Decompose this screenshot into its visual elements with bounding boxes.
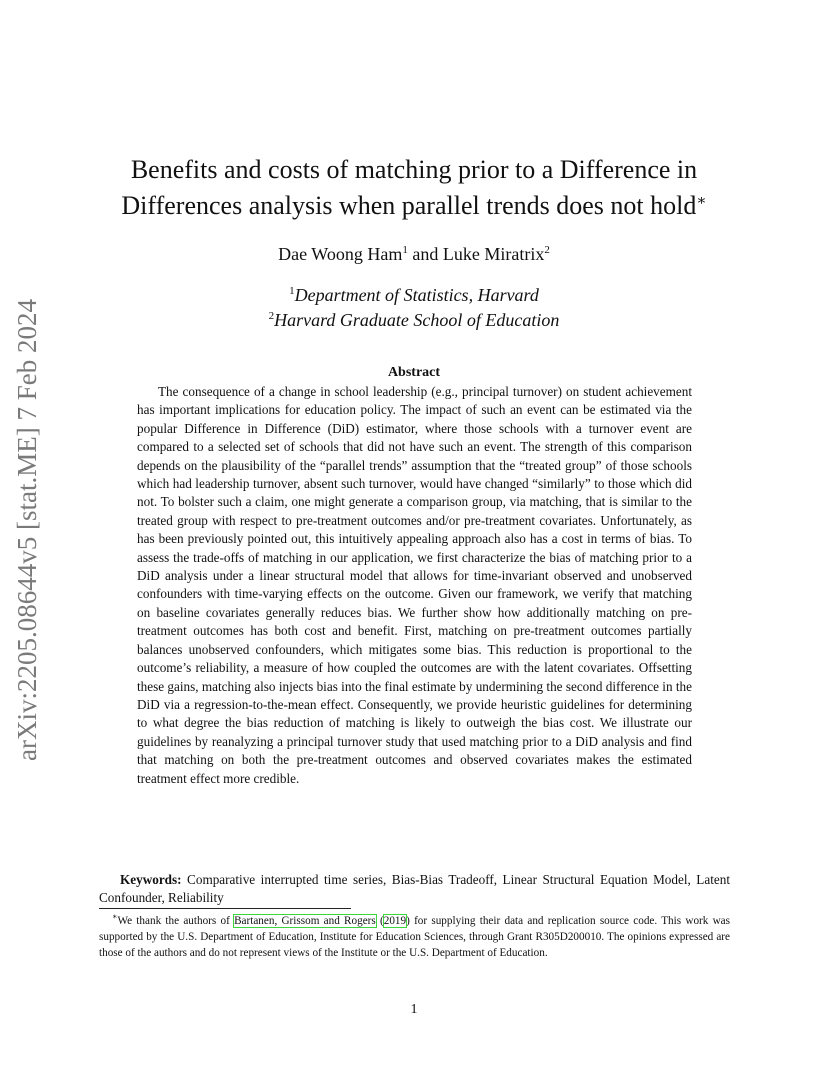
affiliation: [60, 283, 768, 307]
citation-link-year[interactable]: 2019: [383, 915, 407, 927]
footnote: [99, 913, 730, 961]
footnote-text-end: ) for supplying their data and replication source code. This work was supported by the U.S. Department of Education, Institute for Education Sciences, through Grant R305D200010. The opinions expressed are those of the authors and do not represent views of the Institute or the U.S. Department of Education.: [99, 915, 730, 959]
affiliation-mark: 2: [268, 310, 275, 322]
author-name: Dae Woong Ham: [278, 244, 403, 264]
affiliation-name: Department of Statistics, Harvard: [294, 285, 539, 305]
footnote-text-start: We thank the authors of: [117, 915, 235, 927]
title-footnote-mark: ∗: [696, 193, 707, 209]
footnote-divider: [99, 908, 351, 909]
keywords: [99, 871, 730, 908]
page-number: 1: [410, 1002, 418, 1017]
author-affiliation-mark: 1: [402, 244, 408, 256]
paper-title-line-2-text: Differences analysis when parallel trends does not hold: [121, 191, 697, 220]
arxiv-identifier-stamp: arXiv:2205.08644v5 [stat.ME] 7 Feb 2024: [12, 299, 42, 761]
citation-link-authors[interactable]: Bartanen, Grissom and Rogers: [234, 915, 376, 927]
author-list: [60, 242, 768, 266]
paper-title: [60, 152, 768, 224]
keywords-text: Comparative interrupted time series, Bias-Bias Tradeoff, Linear Structural Equation Model, Latent Confounder, Reliability: [99, 872, 730, 906]
affiliation-name: Harvard Graduate School of Education: [274, 310, 560, 330]
citation-paren: (: [375, 915, 384, 927]
abstract-body: The consequence of a change in school leadership (e.g., principal turnover) on student achievement has important implications for education policy. The impact of such an event can be estimated via the popular Difference in Difference (DiD) estimator, where those schools with a turnover event are compared to a selected set of schools that did not have such an event. The strength of this comparison depends on the plausibility of the “parallel trends” assumption that the “treated group” of those schools which had leadership turnover, absent such turnover, would have changed “similarly” to those which did not. To bolster such a claim, one might generate a comparison group, via matching, that is similar to the treated group with respect to pre-treatment outcomes and/or pre-treatment covariates. Unfortunately, as has been previously pointed out, this intuitively appealing approach also has a cost in terms of bias. To assess the trade-offs of matching in our application, we first characterize the bias of matching prior to a DiD analysis under a linear structural model that allows for time-invariant observed and unobserved confounders with time-varying effects on the outcome. Given our framework, we verify that matching on baseline covariates generally reduces bias. We further show how additionally matching on pre-treatment outcomes has both cost and benefit. First, matching on pre-treatment outcomes partially balances unobserved confounders, which mitigates some bias. This reduction is proportional to the outcome’s reliability, a measure of how coupled the outcomes are with the latent covariates. Offsetting these gains, matching also injects bias into the final estimate by undermining the second difference in the DiD via a regression-to-the-mean effect. Consequently, we provide heuristic guidelines for determining to what degree the bias reduction of matching is likely to outweigh the bias cost. We illustrate our guidelines by reanalyzing a principal turnover study that used matching prior to a DiD analysis and find that matching on both the pre-treatment outcomes and observed covariates makes the estimated treatment effect more credible.: [137, 384, 692, 786]
paper-title-line-2: [60, 188, 768, 224]
author-affiliation-mark: 2: [544, 244, 550, 256]
footnote-mark: ∗: [112, 912, 118, 921]
affiliation: [60, 308, 768, 332]
keywords-label: Keywords:: [120, 872, 182, 887]
author-conjunction: and: [407, 244, 443, 264]
paper-title-line-1: Benefits and costs of matching prior to a Difference in: [130, 155, 698, 184]
author-name: Luke Miratrix: [442, 244, 545, 264]
abstract-heading: Abstract: [387, 365, 441, 380]
affiliation-mark: 1: [289, 285, 295, 297]
